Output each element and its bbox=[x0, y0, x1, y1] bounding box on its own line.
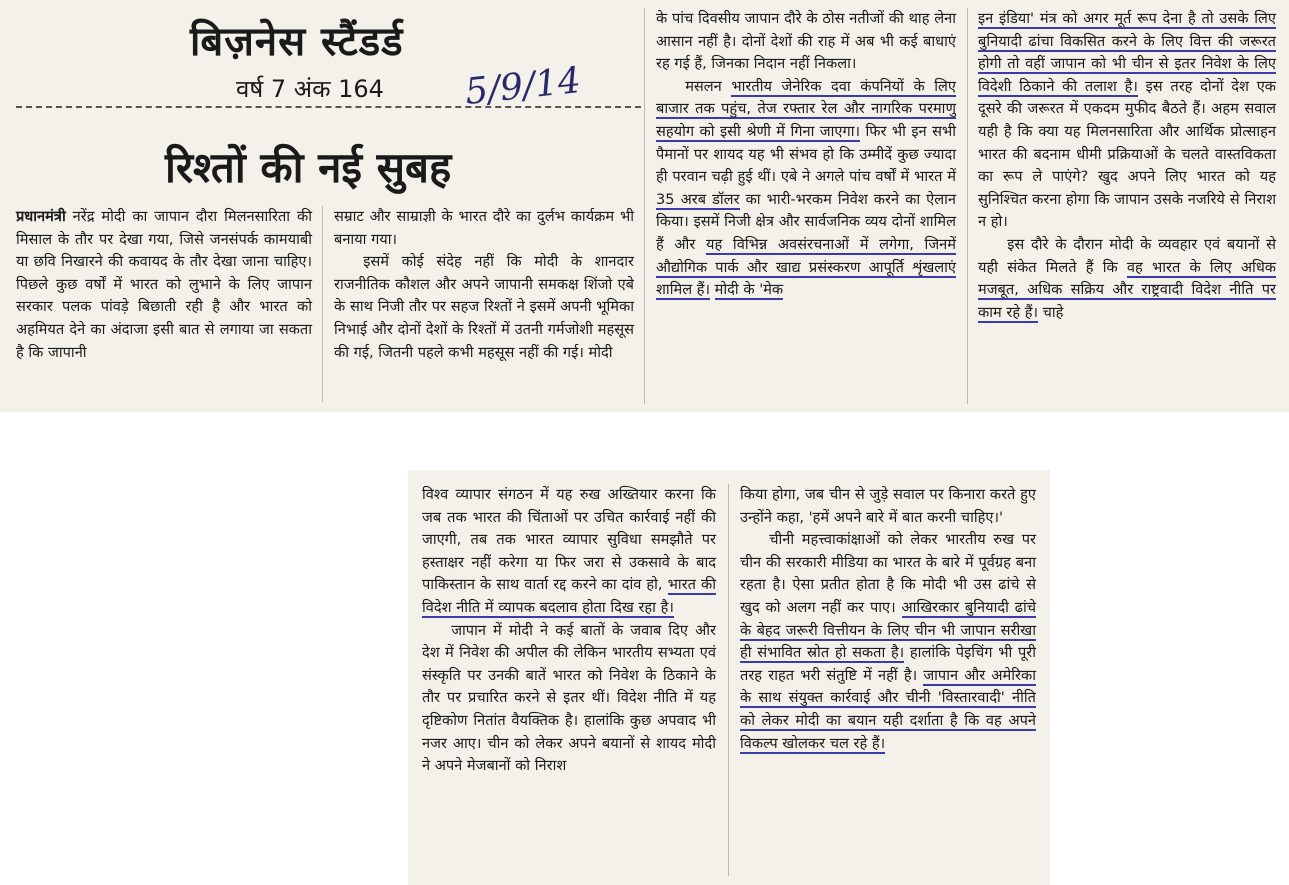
column-5 bbox=[422, 484, 716, 778]
bottom-clipping bbox=[408, 470, 1050, 885]
column-rule bbox=[322, 206, 323, 402]
column-rule bbox=[728, 484, 729, 876]
paragraph: के पांच दिवसीय जापान दौरे के ठोस नतीजों की थाह लेना आसान नहीं है। दोनों देशों की राह में अब भी कई बाधाएं रह गई हैं, जिनका निदान नहीं निकला। bbox=[656, 10, 956, 73]
pen-underline: आखिरकार बुनियादी ढांचे के बेहद जरूरी वित्तीयन के लिए चीन भी जापान सरीखा ही संभावित स्रोत हो सकता है। bbox=[740, 598, 1036, 662]
headline: रिश्तों की नई सुबह bbox=[165, 143, 452, 192]
text-run: चाहे bbox=[1038, 303, 1064, 321]
column-4 bbox=[978, 8, 1276, 324]
column-rule bbox=[967, 8, 968, 404]
lead-word: प्रधानमंत्री bbox=[16, 208, 66, 225]
paragraph: सम्राट और साम्राज्ञी के भारत दौरे का दुर्लभ कार्यक्रम भी बनाया गया। bbox=[334, 208, 634, 248]
paragraph bbox=[978, 234, 1276, 324]
text-run: चीनी महत्त्वाकांक्षाओं को लेकर भारतीय रुख पर चीन की सरकारी मीडिया का भारत के बारे में पूर्वग्रह बना रहता है। ऐसा प्रतीत होता है कि मोदी भी उस ढांचे से खुद को अलग नहीं कर पाए। bbox=[740, 531, 1036, 616]
text-run: विश्व व्यापार संगठन में यह रुख अख्तियार करना कि जब तक भारत की चिंताओं पर उचित कार्रवाई नहीं की जाएगी, तब तक भारत व्यापार सुविधा समझौते पर हस्ताक्षर नहीं करेगा या फिर जरा से उकसावे के बाद पाकिस्तान के साथ वार्ता रद्द करने का दांव हो, bbox=[422, 486, 716, 594]
text-run: इस दौरे के दौरान मोदी के व्यवहार एवं बयानों से यही संकेत मिलते हैं कि bbox=[978, 235, 1276, 276]
paragraph: इसमें कोई संदेह नहीं कि मोदी के शानदार राजनीतिक कौशल और अपने जापानी समकक्ष शिंजो एबे के साथ निजी तौर पर सहज रिश्तों ने इसमें अपनी भूमिका निभाई और दोनों देशों के रिश्तों में उतनी गर्मजोशी महसूस की गई, जितनी पहले कभी महसूस नहीं की गई। मोदी bbox=[334, 253, 634, 361]
pen-underline: यह विभिन्न अवसंरचनाओं में लगेगा, जिनमें औद्योगिक पार्क और खाद्य प्रसंस्करण आपूर्ति शृंखलाएं शामिल हैं। bbox=[656, 235, 956, 299]
text-run: का भारी-भरकम निवेश करने का ऐलान किया। इसमें निजी क्षेत्र और सार्वजनिक व्यय दोनों शामिल हैं और bbox=[656, 190, 956, 253]
column-rule bbox=[644, 8, 645, 404]
issue-number: वर्ष 7 अंक 164 bbox=[236, 75, 384, 103]
handwritten-date: 5/9/14 bbox=[463, 60, 583, 113]
pen-underline: वह भारत के लिए अधिक मजबूत, अधिक सक्रिय और राष्ट्रवादी विदेश नीति पर काम रहे हैं। bbox=[978, 258, 1277, 321]
text-run: हालांकि पेइचिंग भी पूरी तरह राहत भरी संतुष्टि में नहीं है। bbox=[740, 644, 1036, 684]
paragraph bbox=[978, 8, 1276, 234]
top-clipping bbox=[0, 0, 1289, 412]
pen-underline: जापान और अमेरिका के साथ संयुक्त कार्रवाई और चीनी 'विस्तारवादी' नीति को लेकर मोदी का बयान यही दर्शाता है कि वह अपने विकल्प खोलकर चल रहे हैं। bbox=[740, 666, 1036, 752]
text-run: नरेंद्र मोदी का जापान दौरा मिलनसारिता की मिसाल के तौर पर देखा गया, जिसे जनसंपर्क कामयाबी या छवि निखारने की कवायद के तौर देखा जाना चाहिए। पिछले कुछ वर्षों में भारत को लुभाने के लिए जापान सरकार पलक पांवड़े बिछाती रही है और भारत को अहमियत देने का अंदाजा इसी बात से लगाया जा सकता है कि जापानी bbox=[16, 208, 312, 361]
text-run: फिर भी इन सभी पैमानों पर शायद यह भी संभव हो कि उम्मीदें कुछ ज्यादा ही परवान चढ़ी हुई थीं। एबे ने अगले पांच वर्षों में भारत में bbox=[656, 122, 956, 186]
paragraph bbox=[422, 484, 716, 620]
paragraph bbox=[16, 206, 312, 364]
pen-underline: भारतीय जेनेरिक दवा कंपनियों के लिए बाजार तक पहुंच, तेज रफ्तार रेल और नागरिक परमाणु सहयोग को इसी श्रेणी में गिना जाएगा। bbox=[656, 77, 956, 140]
pen-underline: मोदी के 'मेक bbox=[714, 281, 784, 299]
column-3 bbox=[656, 8, 956, 302]
masthead: बिज़नेस स्टैंडर्ड bbox=[190, 19, 404, 65]
paragraph: जापान में मोदी ने कई बातों के जवाब दिए और देश में निवेश की अपील की लेकिन भारतीय सभ्यता एवं संस्कृति पर उनकी बातें भारत को निवेश के ठिकाने के तौर पर प्रचारित करने से इतर थीं। विदेश नीति में यह दृष्टिकोण नितांत वैयक्तिक है। हालांकि कुछ अपवाद भी नजर आए। चीन को लेकर अपने बयानों से शायद मोदी ने अपने मेजबानों को निराश bbox=[422, 621, 716, 775]
text-run: इस तरह दोनों देश एक दूसरे की जरूरत में एकदम मुफीद बैठते हैं। अहम सवाल यही है कि क्या यह मिलनसारिता और आर्थिक प्रोत्साहन भारत की बदनाम धीमी प्रक्रियाओं के चलते वास्तविकता का रूप ले पाएंगे? खुद अपने लिए भारत को यह सुनिश्चित करना होगा कि जापान उसके नजरिये से निराश न हो। bbox=[978, 77, 1277, 231]
column-2 bbox=[334, 206, 634, 364]
column-6 bbox=[740, 484, 1036, 755]
paragraph bbox=[740, 529, 1036, 755]
text-run: मसलन bbox=[685, 77, 732, 95]
pen-underline: भारत की विदेश नीति में व्यापक बदलाव होता दिख रहा है। bbox=[422, 576, 716, 616]
paragraph: किया होगा, जब चीन से जुड़े सवाल पर किनारा करते हुए उन्होंने कहा, 'हमें अपने बारे में बात करनी चाहिए।' bbox=[740, 486, 1036, 526]
text-run bbox=[710, 281, 715, 298]
column-1 bbox=[16, 206, 312, 364]
paragraph bbox=[656, 76, 956, 302]
pen-underline: 35 अरब डॉलर bbox=[656, 190, 740, 208]
pen-underline: इन इंडिया' मंत्र को अगर मूर्त रूप देना है तो उसके लिए बुनियादी ढांचा विकसित करने के लिए वित्त की जरूरत होगी तो वहीं जापान को भी चीन से इतर निवेश के लिए विदेशी ठिकाने की तलाश है। bbox=[978, 10, 1276, 95]
dashed-divider bbox=[16, 106, 641, 108]
